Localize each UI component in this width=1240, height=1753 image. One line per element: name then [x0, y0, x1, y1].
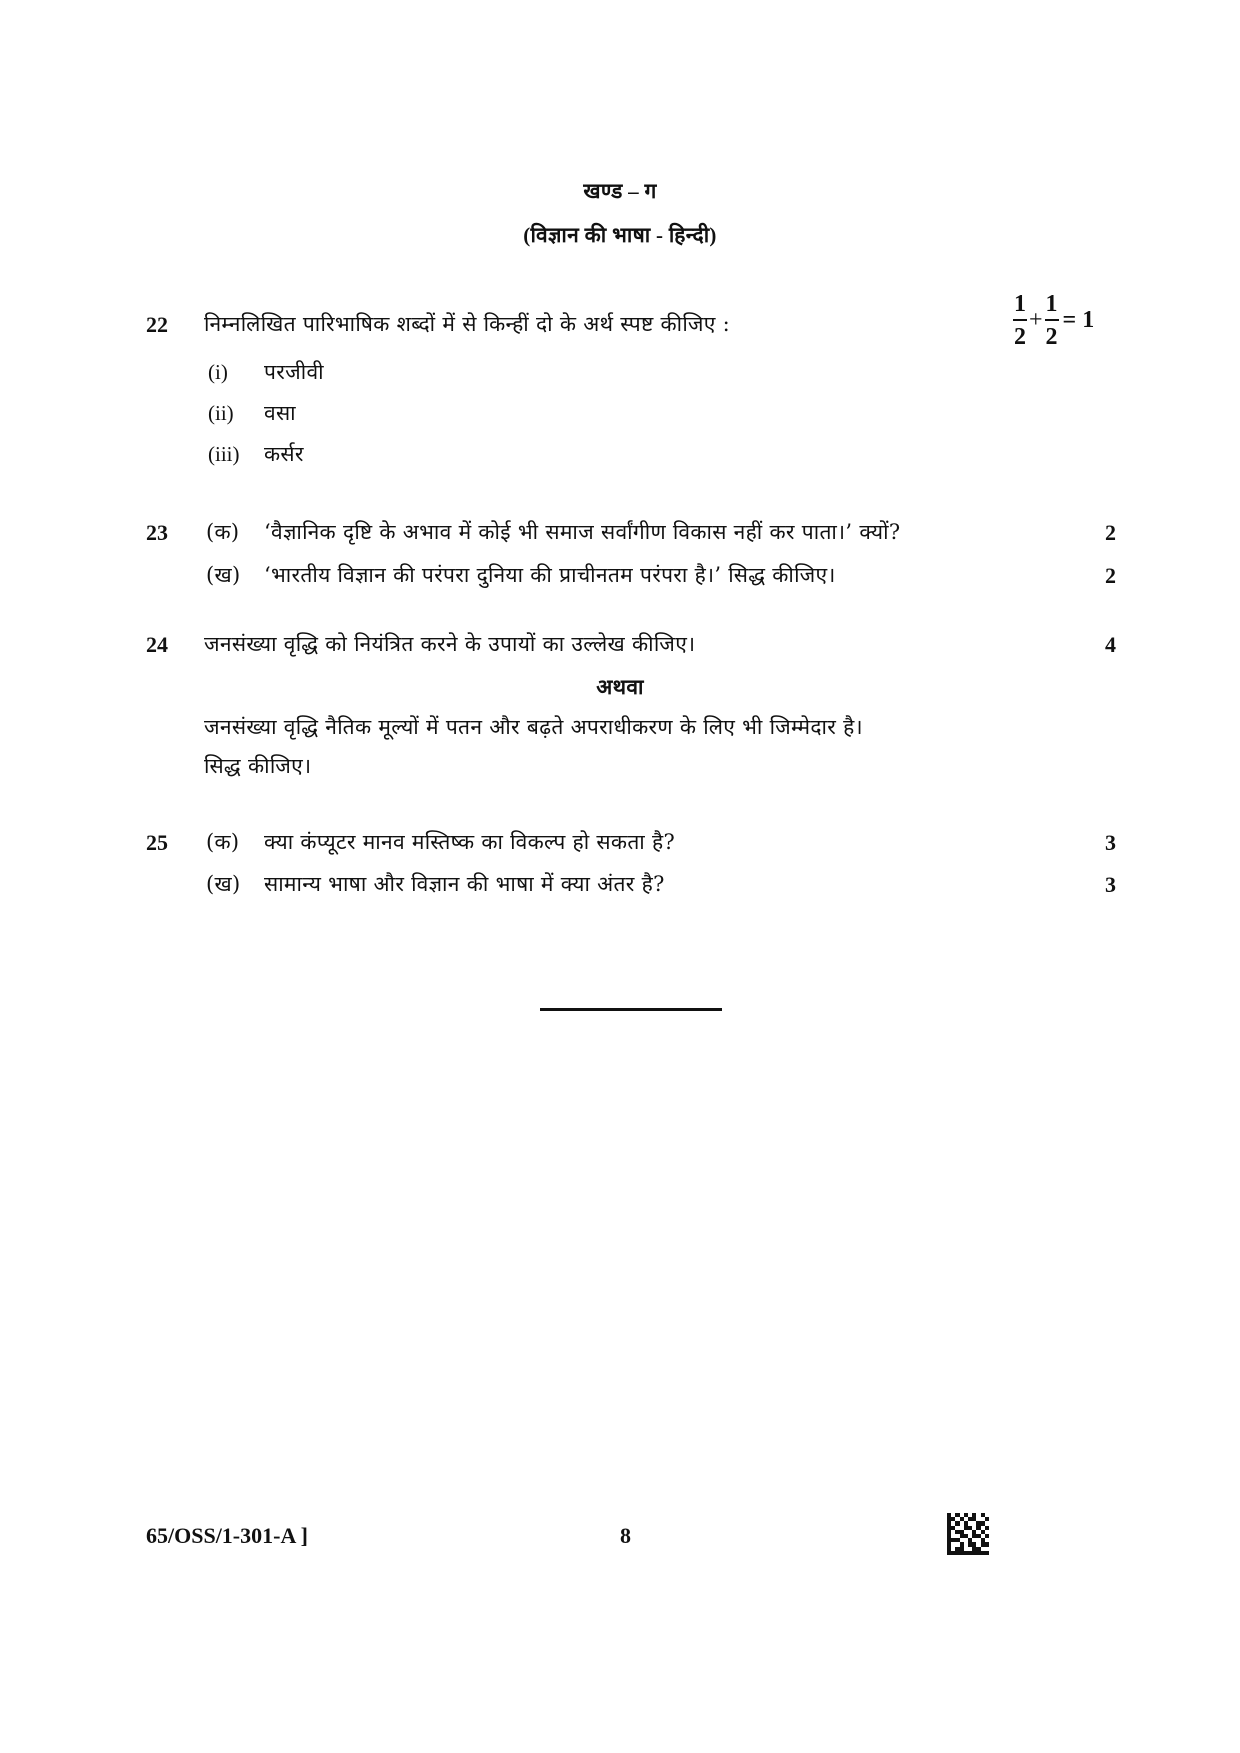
q25-part-marks: 3 — [1105, 872, 1116, 897]
q23-part-marks: 2 — [1105, 563, 1116, 588]
q23-part-text: ‘वैज्ञानिक दृष्टि के अभाव में कोई भी समाज सर्वांगीण विकास नहीं कर पाता।’ क्यों? — [264, 520, 901, 544]
marks-fraction-2-denominator: 2 — [1045, 324, 1058, 350]
q25-part-text: क्या कंप्यूटर मानव मस्तिष्क का विकल्प हो सकता है? — [264, 830, 676, 854]
q23-part-marks: 2 — [1105, 520, 1116, 545]
question-23-number: 23 — [146, 520, 168, 545]
question-24-text: जनसंख्या वृद्धि को नियंत्रित करने के उपायों का उल्लेख कीजिए। — [204, 632, 696, 656]
q22-option-label: (i) — [208, 360, 228, 384]
marks-fraction-2 — [1045, 292, 1059, 349]
q25-part-marks: 3 — [1105, 830, 1116, 855]
q22-option-text: कर्सर — [264, 442, 304, 466]
q23-part-label: (ख) — [206, 563, 241, 587]
marks-plus: + — [1029, 307, 1043, 333]
question-22-text: निम्नलिखित पारिभाषिक शब्दों में से किन्हीं दो के अर्थ स्पष्ट कीजिए : — [204, 312, 730, 336]
q23-part-text: ‘भारतीय विज्ञान की परंपरा दुनिया की प्राचीनतम परंपरा है।’ सिद्ध कीजिए। — [264, 563, 836, 587]
question-22-number: 22 — [146, 312, 168, 337]
page-number: 8 — [620, 1523, 631, 1548]
q25-part-label: (ख) — [206, 872, 241, 896]
question-22-marks — [1013, 292, 1094, 349]
q22-option-text: परजीवी — [264, 360, 324, 384]
section-title: खण्ड – ग — [583, 179, 657, 203]
q23-part-label: (क) — [206, 520, 240, 544]
marks-fraction-2-numerator: 1 — [1045, 291, 1058, 317]
end-of-section-rule — [540, 1008, 722, 1011]
marks-fraction-1 — [1013, 292, 1027, 349]
or-label: अथवा — [596, 675, 644, 699]
question-25-number: 25 — [146, 830, 168, 855]
question-24-alt-line-2: सिद्ध कीजिए। — [204, 754, 312, 778]
datamatrix-code-icon — [947, 1513, 989, 1555]
q22-option-label: (ii) — [208, 401, 234, 425]
section-subtitle: (विज्ञान की भाषा - हिन्दी) — [523, 223, 717, 247]
question-24-number: 24 — [146, 632, 168, 657]
question-24-marks: 4 — [1105, 632, 1116, 657]
question-24-alt-line-1: जनसंख्या वृद्धि नैतिक मूल्यों में पतन और बढ़ते अपराधीकरण के लिए भी जिम्मेदार है। — [204, 715, 863, 739]
q25-part-text: सामान्य भाषा और विज्ञान की भाषा में क्या अंतर है? — [264, 872, 665, 896]
paper-code: 65/OSS/1-301-A ] — [146, 1523, 308, 1548]
q22-option-text: वसा — [264, 401, 296, 425]
marks-total: = 1 — [1062, 307, 1095, 333]
marks-fraction-1-denominator: 2 — [1014, 324, 1026, 350]
marks-fraction-1-numerator: 1 — [1014, 291, 1026, 317]
q22-option-label: (iii) — [208, 442, 240, 466]
q25-part-label: (क) — [206, 830, 240, 854]
